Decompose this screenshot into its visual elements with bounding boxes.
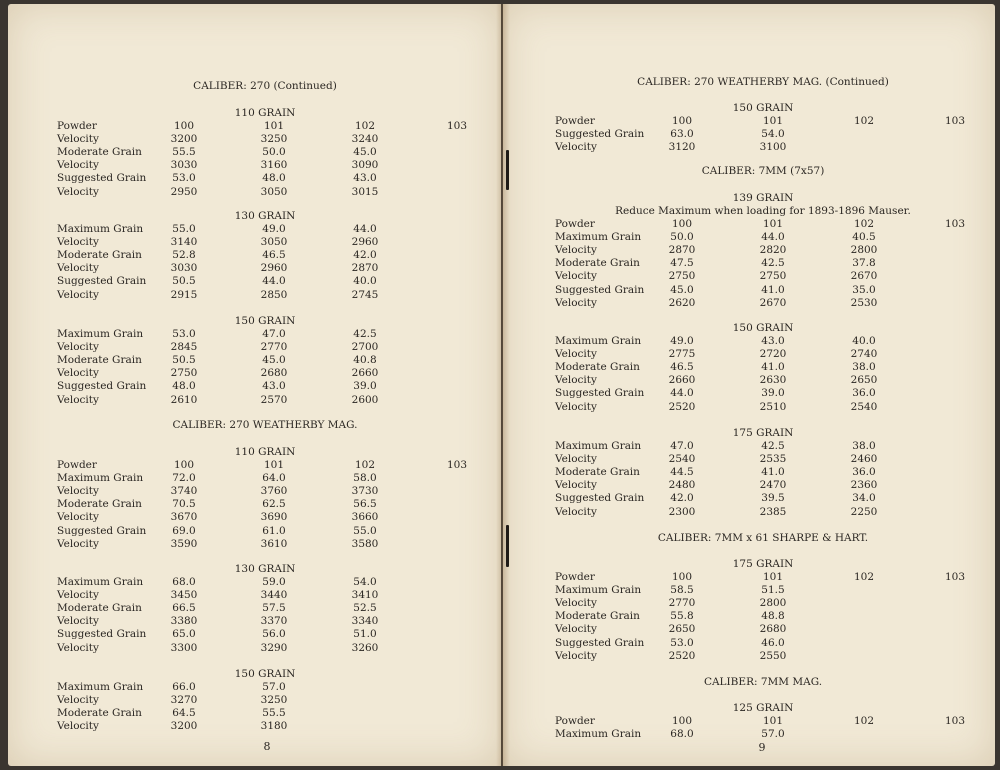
row-label: Velocity bbox=[57, 236, 99, 249]
cell-powder-102: 43.0 bbox=[353, 172, 377, 185]
cell-powder-102: 2360 bbox=[850, 479, 878, 492]
row-label: Velocity bbox=[57, 511, 99, 524]
row-label: Moderate Grain bbox=[57, 249, 142, 262]
cell-powder-101: 3610 bbox=[260, 537, 288, 550]
cell-powder-102: 40.5 bbox=[852, 231, 876, 244]
grain-heading: 175 GRAIN bbox=[732, 558, 794, 570]
cell-powder-100: 3740 bbox=[170, 485, 198, 498]
row-label: Velocity bbox=[57, 133, 99, 146]
cell-powder-100: 3200 bbox=[170, 720, 198, 733]
cell-powder-101: 2750 bbox=[759, 270, 787, 283]
cell-powder-101: 2720 bbox=[759, 348, 787, 361]
cell-powder-100: 50.0 bbox=[670, 231, 694, 244]
cell-powder-101: 3690 bbox=[260, 511, 288, 524]
staple bbox=[506, 150, 509, 190]
cell-powder-102: 3730 bbox=[351, 485, 379, 498]
cell-powder-100: 100 bbox=[173, 120, 195, 132]
row-label: Velocity bbox=[57, 288, 99, 301]
row-label: Velocity bbox=[57, 341, 99, 354]
cell-powder-100: 3670 bbox=[170, 511, 198, 524]
cell-powder-101: 42.5 bbox=[761, 257, 785, 270]
cell-powder-101: 45.0 bbox=[262, 354, 286, 367]
cell-powder-100: 2610 bbox=[170, 393, 198, 406]
row-label: Velocity bbox=[57, 367, 99, 380]
row-label: Suggested Grain bbox=[57, 524, 147, 537]
row-label: Velocity bbox=[555, 270, 597, 283]
caliber-heading: CALIBER: 7MM (7x57) bbox=[701, 165, 825, 177]
cell-powder-101: 2850 bbox=[260, 288, 288, 301]
cell-powder-101: 2670 bbox=[759, 296, 787, 309]
cell-powder-102: 3240 bbox=[351, 133, 379, 146]
cell-powder-102: 44.0 bbox=[353, 223, 377, 235]
cell-powder-102: 3580 bbox=[351, 537, 379, 550]
grain-heading: 150 GRAIN bbox=[732, 102, 794, 114]
cell-powder-102: 42.5 bbox=[353, 328, 377, 340]
row-label: Velocity bbox=[57, 485, 99, 498]
cell-powder-102: 3410 bbox=[351, 589, 379, 602]
cell-powder-101: 2385 bbox=[759, 505, 787, 518]
cell-powder-101: 101 bbox=[762, 715, 784, 727]
row-label: Suggested Grain bbox=[57, 628, 147, 641]
cell-powder-102: 102 bbox=[853, 715, 875, 727]
cell-powder-102: 39.0 bbox=[353, 380, 377, 393]
grain-heading: 110 GRAIN bbox=[234, 107, 296, 119]
cell-powder-100: 3270 bbox=[170, 694, 198, 707]
cell-powder-100: 50.5 bbox=[172, 275, 196, 288]
row-label: Suggested Grain bbox=[57, 275, 147, 288]
cell-powder-100: 44.5 bbox=[670, 466, 694, 479]
cell-powder-100: 3590 bbox=[170, 537, 198, 550]
cell-powder-102: 40.0 bbox=[353, 275, 377, 288]
row-label: Powder bbox=[555, 571, 595, 583]
row-label: Maximum Grain bbox=[57, 223, 144, 235]
cell-powder-100: 2540 bbox=[668, 453, 696, 466]
cell-powder-100: 2300 bbox=[668, 505, 696, 518]
row-label: Suggested Grain bbox=[555, 636, 645, 649]
cell-powder-102: 56.5 bbox=[353, 498, 377, 511]
grain-heading: 139 GRAIN bbox=[732, 192, 794, 204]
cell-powder-101: 2770 bbox=[260, 341, 288, 354]
row-label: Maximum Grain bbox=[57, 472, 144, 485]
cell-powder-101: 3250 bbox=[260, 133, 288, 146]
cell-powder-101: 51.5 bbox=[761, 584, 785, 597]
cell-powder-101: 3160 bbox=[260, 159, 288, 172]
cell-powder-100: 44.0 bbox=[670, 387, 694, 400]
cell-powder-101: 3370 bbox=[260, 615, 288, 628]
cell-powder-100: 2915 bbox=[170, 288, 198, 301]
cell-powder-102: 37.8 bbox=[852, 257, 876, 270]
cell-powder-100: 68.0 bbox=[172, 576, 196, 588]
cell-powder-101: 41.0 bbox=[761, 283, 785, 296]
row-label: Suggested Grain bbox=[57, 172, 147, 185]
row-label: Velocity bbox=[57, 615, 99, 628]
cell-powder-100: 55.8 bbox=[670, 610, 694, 623]
cell-powder-103: 103 bbox=[944, 218, 966, 230]
cell-powder-100: 3380 bbox=[170, 615, 198, 628]
cell-powder-101: 50.0 bbox=[262, 146, 286, 159]
cell-powder-102: 38.0 bbox=[852, 361, 876, 374]
cell-powder-100: 3450 bbox=[170, 589, 198, 602]
cell-powder-100: 2750 bbox=[170, 367, 198, 380]
cell-powder-101: 2820 bbox=[759, 244, 787, 257]
cell-powder-102: 35.0 bbox=[852, 283, 876, 296]
row-label: Velocity bbox=[555, 453, 597, 466]
row-label: Velocity bbox=[555, 400, 597, 413]
row-label: Maximum Grain bbox=[555, 335, 642, 347]
cell-powder-101: 101 bbox=[762, 218, 784, 230]
loading-note: Reduce Maximum when loading for 1893-1896 Mauser. bbox=[615, 205, 911, 217]
row-label: Velocity bbox=[57, 589, 99, 602]
cell-powder-102: 51.0 bbox=[353, 628, 377, 641]
row-label: Maximum Grain bbox=[555, 728, 642, 741]
row-label: Velocity bbox=[555, 623, 597, 636]
row-label: Velocity bbox=[57, 694, 99, 707]
cell-powder-100: 53.0 bbox=[172, 328, 196, 340]
cell-powder-100: 68.0 bbox=[670, 728, 694, 741]
row-label: Moderate Grain bbox=[57, 498, 142, 511]
cell-powder-100: 3030 bbox=[170, 262, 198, 275]
cell-powder-100: 2660 bbox=[668, 374, 696, 387]
row-label: Powder bbox=[555, 115, 595, 127]
cell-powder-101: 59.0 bbox=[262, 576, 286, 588]
grain-heading: 125 GRAIN bbox=[732, 702, 794, 714]
cell-powder-101: 2800 bbox=[759, 597, 787, 610]
cell-powder-100: 2520 bbox=[668, 649, 696, 662]
cell-powder-101: 101 bbox=[263, 120, 285, 132]
row-label: Maximum Grain bbox=[555, 440, 642, 452]
row-label: Velocity bbox=[57, 641, 99, 654]
cell-powder-100: 100 bbox=[173, 459, 195, 471]
cell-powder-103: 103 bbox=[944, 715, 966, 727]
cell-powder-101: 2535 bbox=[759, 453, 787, 466]
cell-powder-102: 36.0 bbox=[852, 387, 876, 400]
cell-powder-102: 2800 bbox=[850, 244, 878, 257]
cell-powder-100: 3200 bbox=[170, 133, 198, 146]
cell-powder-101: 44.0 bbox=[262, 275, 286, 288]
caliber-heading: CALIBER: 270 (Continued) bbox=[193, 80, 337, 92]
row-label: Maximum Grain bbox=[57, 681, 144, 693]
cell-powder-102: 58.0 bbox=[353, 472, 377, 485]
cell-powder-102: 45.0 bbox=[353, 146, 377, 159]
cell-powder-100: 2480 bbox=[668, 479, 696, 492]
row-label: Velocity bbox=[555, 649, 597, 662]
cell-powder-101: 39.0 bbox=[761, 387, 785, 400]
cell-powder-102: 2530 bbox=[850, 296, 878, 309]
cell-powder-102: 52.5 bbox=[353, 602, 377, 615]
row-label: Velocity bbox=[57, 185, 99, 198]
cell-powder-102: 36.0 bbox=[852, 466, 876, 479]
cell-powder-101: 3440 bbox=[260, 589, 288, 602]
cell-powder-100: 49.0 bbox=[670, 335, 694, 347]
cell-powder-100: 2845 bbox=[170, 341, 198, 354]
row-label: Maximum Grain bbox=[555, 231, 642, 244]
row-label: Suggested Grain bbox=[555, 492, 645, 505]
row-label: Moderate Grain bbox=[555, 466, 640, 479]
cell-powder-101: 101 bbox=[762, 115, 784, 127]
cell-powder-103: 103 bbox=[446, 120, 468, 132]
cell-powder-101: 3050 bbox=[260, 236, 288, 249]
cell-powder-100: 3300 bbox=[170, 641, 198, 654]
cell-powder-101: 62.5 bbox=[262, 498, 286, 511]
cell-powder-102: 3090 bbox=[351, 159, 379, 172]
cell-powder-100: 100 bbox=[671, 115, 693, 127]
cell-powder-101: 101 bbox=[263, 459, 285, 471]
cell-powder-100: 100 bbox=[671, 218, 693, 230]
row-label: Moderate Grain bbox=[555, 610, 640, 623]
cell-powder-102: 102 bbox=[354, 120, 376, 132]
cell-powder-100: 63.0 bbox=[670, 128, 694, 141]
cell-powder-102: 2870 bbox=[351, 262, 379, 275]
cell-powder-101: 56.0 bbox=[262, 628, 286, 641]
cell-powder-102: 42.0 bbox=[353, 249, 377, 262]
cell-powder-102: 3660 bbox=[351, 511, 379, 524]
cell-powder-101: 2960 bbox=[260, 262, 288, 275]
cell-powder-101: 3250 bbox=[260, 694, 288, 707]
cell-powder-102: 3340 bbox=[351, 615, 379, 628]
cell-powder-101: 48.8 bbox=[761, 610, 785, 623]
page-gutter bbox=[496, 4, 510, 766]
cell-powder-101: 46.0 bbox=[761, 636, 785, 649]
row-label: Velocity bbox=[57, 720, 99, 733]
cell-powder-101: 3180 bbox=[260, 720, 288, 733]
grain-heading: 150 GRAIN bbox=[234, 315, 296, 327]
row-label: Moderate Grain bbox=[555, 257, 640, 270]
cell-powder-101: 49.0 bbox=[262, 223, 286, 235]
row-label: Maximum Grain bbox=[555, 584, 642, 597]
caliber-heading: CALIBER: 270 WEATHERBY MAG. (Continued) bbox=[637, 76, 889, 88]
cell-powder-100: 100 bbox=[671, 715, 693, 727]
row-label: Velocity bbox=[57, 159, 99, 172]
cell-powder-102: 2250 bbox=[850, 505, 878, 518]
cell-powder-100: 58.5 bbox=[670, 584, 694, 597]
cell-powder-100: 47.5 bbox=[670, 257, 694, 270]
cell-powder-102: 2600 bbox=[351, 393, 379, 406]
cell-powder-102: 3260 bbox=[351, 641, 379, 654]
row-label: Moderate Grain bbox=[57, 354, 142, 367]
cell-powder-100: 2520 bbox=[668, 400, 696, 413]
cell-powder-102: 102 bbox=[853, 571, 875, 583]
cell-powder-101: 41.0 bbox=[761, 361, 785, 374]
cell-powder-102: 40.8 bbox=[353, 354, 377, 367]
cell-powder-100: 70.5 bbox=[172, 498, 196, 511]
cell-powder-100: 46.5 bbox=[670, 361, 694, 374]
row-label: Powder bbox=[555, 218, 595, 230]
cell-powder-101: 2550 bbox=[759, 649, 787, 662]
cell-powder-102: 2460 bbox=[850, 453, 878, 466]
cell-powder-102: 2960 bbox=[351, 236, 379, 249]
cell-powder-102: 38.0 bbox=[852, 440, 876, 452]
cell-powder-100: 64.5 bbox=[172, 707, 196, 720]
cell-powder-100: 47.0 bbox=[670, 440, 694, 452]
cell-powder-103: 103 bbox=[944, 115, 966, 127]
cell-powder-100: 3140 bbox=[170, 236, 198, 249]
cell-powder-100: 2770 bbox=[668, 597, 696, 610]
cell-powder-101: 2630 bbox=[759, 374, 787, 387]
cell-powder-100: 2950 bbox=[170, 185, 198, 198]
cell-powder-101: 57.0 bbox=[262, 681, 286, 693]
row-label: Moderate Grain bbox=[57, 146, 142, 159]
cell-powder-100: 48.0 bbox=[172, 380, 196, 393]
cell-powder-102: 2700 bbox=[351, 341, 379, 354]
cell-powder-100: 2775 bbox=[668, 348, 696, 361]
row-label: Velocity bbox=[57, 262, 99, 275]
cell-powder-100: 53.0 bbox=[670, 636, 694, 649]
cell-powder-102: 40.0 bbox=[852, 335, 876, 347]
cell-powder-102: 2540 bbox=[850, 400, 878, 413]
cell-powder-102: 2650 bbox=[850, 374, 878, 387]
cell-powder-101: 2570 bbox=[260, 393, 288, 406]
cell-powder-101: 3290 bbox=[260, 641, 288, 654]
cell-powder-101: 55.5 bbox=[262, 707, 286, 720]
grain-heading: 150 GRAIN bbox=[234, 668, 296, 680]
row-label: Velocity bbox=[555, 597, 597, 610]
cell-powder-103: 103 bbox=[446, 459, 468, 471]
cell-powder-100: 66.0 bbox=[172, 681, 196, 693]
cell-powder-101: 57.5 bbox=[262, 602, 286, 615]
cell-powder-101: 43.0 bbox=[262, 380, 286, 393]
cell-powder-101: 44.0 bbox=[761, 231, 785, 244]
cell-powder-101: 3760 bbox=[260, 485, 288, 498]
cell-powder-101: 43.0 bbox=[761, 335, 785, 347]
grain-heading: 175 GRAIN bbox=[732, 427, 794, 439]
cell-powder-101: 3050 bbox=[260, 185, 288, 198]
cell-powder-101: 101 bbox=[762, 571, 784, 583]
cell-powder-101: 61.0 bbox=[262, 524, 286, 537]
caliber-heading: CALIBER: 270 WEATHERBY MAG. bbox=[172, 419, 358, 431]
cell-powder-101: 41.0 bbox=[761, 466, 785, 479]
row-label: Moderate Grain bbox=[555, 361, 640, 374]
grain-heading: 110 GRAIN bbox=[234, 446, 296, 458]
page-number: 9 bbox=[758, 741, 766, 754]
cell-powder-101: 2680 bbox=[759, 623, 787, 636]
cell-powder-102: 102 bbox=[853, 115, 875, 127]
grain-heading: 130 GRAIN bbox=[234, 563, 296, 575]
cell-powder-101: 42.5 bbox=[761, 440, 785, 452]
cell-powder-100: 42.0 bbox=[670, 492, 694, 505]
cell-powder-101: 2470 bbox=[759, 479, 787, 492]
cell-powder-101: 48.0 bbox=[262, 172, 286, 185]
cell-powder-101: 46.5 bbox=[262, 249, 286, 262]
cell-powder-101: 3100 bbox=[759, 141, 787, 154]
cell-powder-102: 34.0 bbox=[852, 492, 876, 505]
cell-powder-102: 2660 bbox=[351, 367, 379, 380]
grain-heading: 130 GRAIN bbox=[234, 210, 296, 222]
cell-powder-100: 72.0 bbox=[172, 472, 196, 485]
cell-powder-100: 2870 bbox=[668, 244, 696, 257]
row-label: Suggested Grain bbox=[555, 128, 645, 141]
cell-powder-100: 69.0 bbox=[172, 524, 196, 537]
cell-powder-100: 55.5 bbox=[172, 146, 196, 159]
cell-powder-100: 52.8 bbox=[172, 249, 196, 262]
cell-powder-101: 64.0 bbox=[262, 472, 286, 485]
cell-powder-103: 103 bbox=[944, 571, 966, 583]
cell-powder-102: 102 bbox=[354, 459, 376, 471]
cell-powder-102: 2670 bbox=[850, 270, 878, 283]
cell-powder-100: 2620 bbox=[668, 296, 696, 309]
row-label: Powder bbox=[57, 120, 97, 132]
cell-powder-100: 2650 bbox=[668, 623, 696, 636]
cell-powder-100: 55.0 bbox=[172, 223, 196, 235]
cell-powder-100: 65.0 bbox=[172, 628, 196, 641]
row-label: Suggested Grain bbox=[57, 380, 147, 393]
cell-powder-100: 66.5 bbox=[172, 602, 196, 615]
row-label: Powder bbox=[555, 715, 595, 727]
row-label: Maximum Grain bbox=[57, 576, 144, 588]
cell-powder-101: 57.0 bbox=[761, 728, 785, 741]
row-label: Moderate Grain bbox=[57, 602, 142, 615]
cell-powder-100: 100 bbox=[671, 571, 693, 583]
caliber-heading: CALIBER: 7MM MAG. bbox=[703, 676, 823, 688]
cell-powder-101: 2510 bbox=[759, 400, 787, 413]
row-label: Powder bbox=[57, 459, 97, 471]
row-label: Suggested Grain bbox=[555, 283, 645, 296]
cell-powder-100: 53.0 bbox=[172, 172, 196, 185]
cell-powder-102: 2745 bbox=[351, 288, 379, 301]
row-label: Velocity bbox=[555, 244, 597, 257]
cell-powder-102: 2740 bbox=[850, 348, 878, 361]
row-label: Velocity bbox=[57, 537, 99, 550]
cell-powder-101: 54.0 bbox=[761, 128, 785, 141]
page-number: 8 bbox=[263, 740, 271, 753]
cell-powder-102: 102 bbox=[853, 218, 875, 230]
row-label: Velocity bbox=[57, 393, 99, 406]
cell-powder-100: 50.5 bbox=[172, 354, 196, 367]
grain-heading: 150 GRAIN bbox=[732, 322, 794, 334]
staple bbox=[506, 525, 509, 567]
row-label: Moderate Grain bbox=[57, 707, 142, 720]
cell-powder-100: 45.0 bbox=[670, 283, 694, 296]
cell-powder-102: 55.0 bbox=[353, 524, 377, 537]
row-label: Velocity bbox=[555, 296, 597, 309]
cell-powder-100: 3030 bbox=[170, 159, 198, 172]
cell-powder-102: 54.0 bbox=[353, 576, 377, 588]
row-label: Maximum Grain bbox=[57, 328, 144, 340]
row-label: Velocity bbox=[555, 141, 597, 154]
cell-powder-101: 47.0 bbox=[262, 328, 286, 340]
cell-powder-101: 2680 bbox=[260, 367, 288, 380]
row-label: Velocity bbox=[555, 348, 597, 361]
cell-powder-100: 3120 bbox=[668, 141, 696, 154]
row-label: Velocity bbox=[555, 505, 597, 518]
cell-powder-101: 39.5 bbox=[761, 492, 785, 505]
row-label: Velocity bbox=[555, 374, 597, 387]
cell-powder-100: 2750 bbox=[668, 270, 696, 283]
row-label: Suggested Grain bbox=[555, 387, 645, 400]
caliber-heading: CALIBER: 7MM x 61 SHARPE & HART. bbox=[657, 532, 869, 544]
cell-powder-102: 3015 bbox=[351, 185, 379, 198]
row-label: Velocity bbox=[555, 479, 597, 492]
